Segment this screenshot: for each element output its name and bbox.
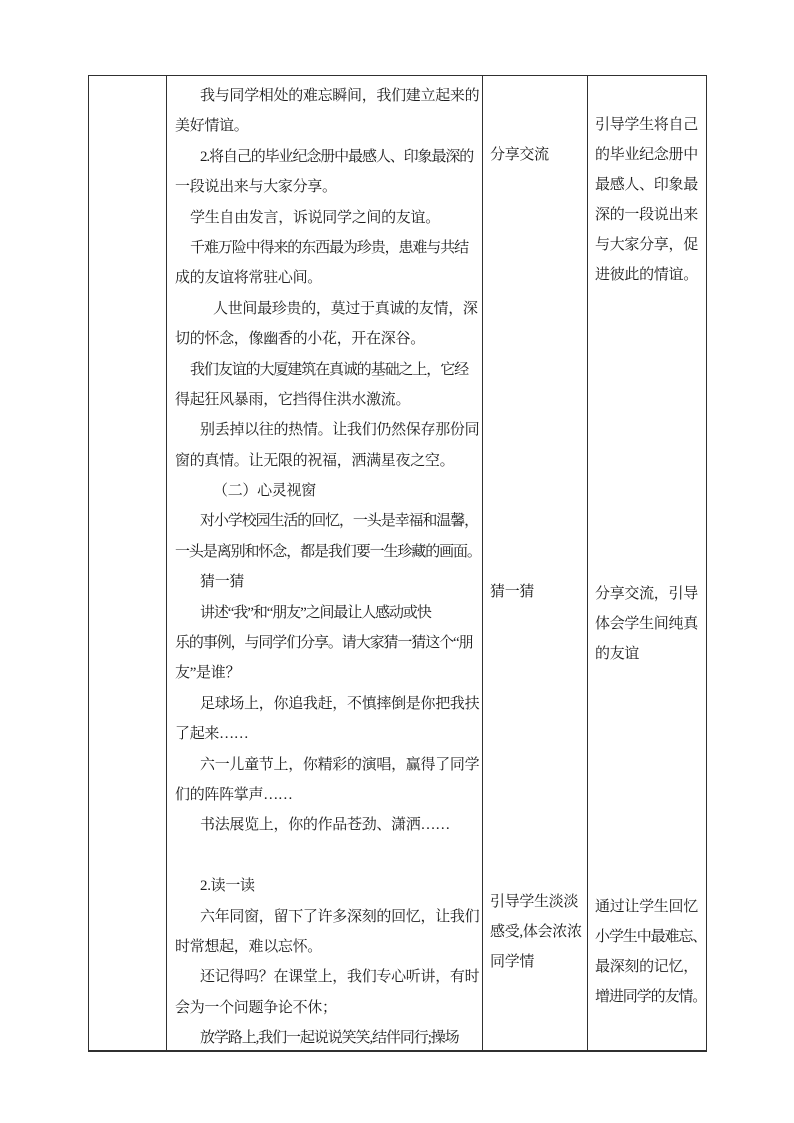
paragraph-line: 友”是谁？ (175, 665, 241, 682)
paragraph (175, 506, 480, 567)
paragraph-line: 我们友谊的大厦建筑在真诚的基础之上，它经 (190, 361, 469, 378)
note-line: 同学情 (490, 954, 535, 970)
paragraph-line: 讲述“我”和“朋友”之间最让人感动或快 (200, 604, 431, 621)
paragraph-line: 六年同窗，留下了许多深刻的回忆，让我们 (200, 908, 480, 925)
blank-line (175, 841, 480, 871)
note-line: 引导学生淡淡 (490, 894, 579, 910)
paragraph-line: 学生自由发言，诉说同学之间的友谊。 (190, 209, 440, 226)
paragraph-line: 人世间最珍贵的，莫过于真诚的友情，深 (213, 300, 478, 317)
paragraph-line: 了起来…… (175, 726, 249, 743)
paragraph-line: 一段说出来与大家分享。 (175, 179, 337, 196)
note-line: 最深刻的记忆， (595, 959, 698, 975)
design-intent-note (595, 579, 704, 669)
paragraph-spacer (175, 841, 480, 871)
table-column-teaching-process (167, 76, 483, 1050)
paragraph (175, 142, 480, 203)
paragraph (175, 476, 480, 506)
paragraph-line: 足球场上，你追我赶，不慎摔倒是你把我扶 (200, 695, 480, 712)
note-line: 感受,体会浓浓 (490, 924, 582, 940)
note-line: 小学生中最难忘、 (595, 929, 707, 945)
note-line: 增进同学的友情。 (595, 989, 707, 1005)
paragraph-line: 乐的事例，与同学们分享。请大家猜一猜这个“朋 (175, 635, 473, 652)
paragraph-line: 一头是离别和怀念，都是我们要一生珍藏的画面。 (175, 543, 481, 560)
note-line: 与大家分享，促 (595, 237, 698, 253)
paragraph-line: 成的友谊将常驻心间。 (175, 270, 323, 287)
paragraph-line: 对小学校园生活的回忆，一头是幸福和温馨， (200, 513, 479, 530)
note-line: 深的一段说出来 (595, 207, 698, 223)
table-column-activity (483, 76, 588, 1050)
paragraph (175, 355, 480, 416)
paragraph-line: 会为一个问题争论不休； (175, 999, 337, 1016)
paragraph-line: 美好情谊。 (175, 118, 249, 135)
paragraph-line: 放学路上,我们一起说说笑笑,结伴同行;操场 (200, 1030, 459, 1047)
activity-note (490, 140, 585, 170)
note-line: 猜一猜 (490, 584, 535, 600)
paragraph-line: 千难万险中得来的东西最为珍贵，患难与共结 (190, 239, 469, 256)
paragraph (175, 415, 480, 476)
paragraph-line: 窗的真情。让无限的祝福，洒满星夜之空。 (175, 452, 455, 469)
paragraph-line: 猜一猜 (200, 574, 245, 591)
paragraph-line: 得起狂风暴雨，它挡得住洪水激流。 (175, 391, 411, 408)
note-line: 进彼此的情谊。 (595, 267, 698, 283)
paragraph-line: 2.读一读 (200, 878, 255, 895)
paragraph-line: 我与同学相处的难忘瞬间，我们建立起来的 (200, 88, 480, 104)
paragraph (175, 567, 480, 597)
paragraph-line: 书法展览上，你的作品苍劲、潇洒…… (200, 817, 450, 834)
note-line: 分享交流，引导 (595, 586, 698, 602)
paragraph (175, 689, 480, 750)
paragraph-line: 2.将自己的毕业纪念册中最感人、印象最深的 (200, 148, 474, 165)
paragraph (175, 750, 480, 811)
paragraph-line: 还记得吗？在课堂上，我们专心听讲，有时 (200, 969, 480, 986)
note-line: 的毕业纪念册中 (595, 147, 698, 163)
paragraph (175, 902, 480, 963)
paragraph-line: 别丢掉以往的热情。让我们仍然保存那份同 (200, 422, 480, 439)
paragraph (175, 871, 480, 901)
activity-note (490, 577, 585, 607)
note-line: 最感人、印象最 (595, 177, 698, 193)
table-column-design-intent (588, 76, 706, 1050)
design-intent-note (595, 110, 704, 290)
lesson-plan-table (88, 75, 707, 1052)
note-line: 的友谊 (595, 646, 640, 662)
paragraph (175, 294, 480, 355)
activity-note (490, 887, 585, 977)
paragraph-line: 时常想起，难以忘怀。 (175, 938, 323, 955)
paragraph-line: 们的阵阵掌声…… (175, 786, 293, 803)
note-line: 分享交流 (490, 147, 549, 163)
note-line: 体会学生间纯真 (595, 616, 698, 632)
note-line: 引导学生将自己 (595, 117, 698, 133)
table-column-empty (89, 76, 167, 1050)
paragraph (175, 810, 480, 840)
paragraph (175, 233, 480, 294)
paragraph-line: 切的怀念，像幽香的小花，开在深谷。 (175, 331, 425, 348)
note-line: 通过让学生回忆 (595, 899, 698, 915)
paragraph-line: （二）心灵视窗 (213, 483, 316, 500)
paragraph (175, 598, 480, 689)
paragraph (175, 962, 480, 1023)
design-intent-note (595, 892, 707, 1012)
paragraph (175, 203, 480, 233)
paragraph-line: 六一儿童节上，你精彩的演唱，赢得了同学 (200, 756, 480, 773)
paragraph (175, 1023, 480, 1053)
paragraph (175, 81, 480, 142)
